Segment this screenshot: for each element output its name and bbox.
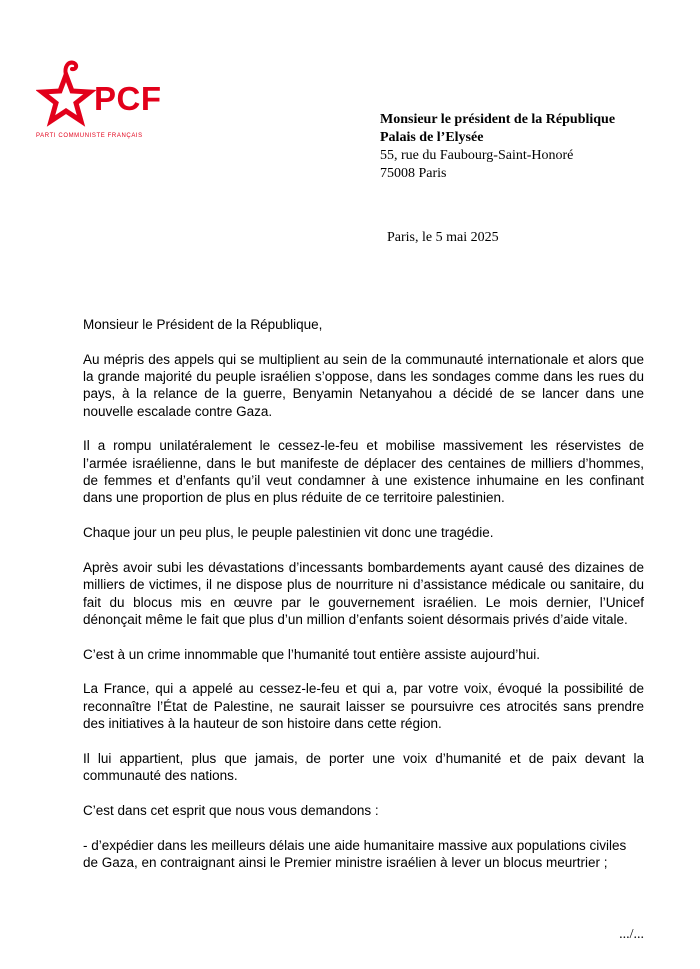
pcf-logo: [36, 57, 166, 143]
paragraph: C’est à un crime innommable que l’humanité tout entière assiste aujourd’hui.: [83, 646, 540, 662]
logo-acronym: PCF: [94, 80, 162, 117]
recipient-city: 75008 Paris: [380, 166, 447, 181]
paragraph: C’est dans cet esprit que nous vous demandons :: [83, 802, 379, 818]
paragraph: La France, qui a appelé au cessez-le-feu et qui a, par votre voix, évoqué la possibilité de reconnaître l’État de Palestine, ne saurait laisser se poursuivre ces atrocités sans prendre des initiatives à la hauteur de son histoire dans cette région.: [83, 681, 644, 732]
paragraph: Il a rompu unilatéralement le cessez-le-feu et mobilise massivement les réservistes de l’armée israélienne, dans le but manifeste de déplacer des centaines de milliers d’hommes, de femmes et d’enfants qu’il veut condamner à une existence inhumaine en les confinant dans une proportion de plus en plus réduite de ce territoire palestinien.: [83, 438, 644, 506]
star-icon: [36, 57, 96, 129]
recipient-place: Palais de l’Elysée: [380, 130, 484, 145]
letter-date: Paris, le 5 mai 2025: [387, 230, 499, 245]
salutation: Monsieur le Président de la République,: [83, 317, 323, 332]
paragraph: Chaque jour un peu plus, le peuple palestinien vit donc une tragédie.: [83, 525, 494, 541]
logo-subtitle: PARTI COMMUNISTE FRANÇAIS: [36, 133, 143, 139]
recipient-address: [380, 111, 615, 183]
paragraph: Au mépris des appels qui se multiplient au sein de la communauté internationale et alors que la grande majorité du peuple israélien s’oppose, dans les sondages comme dans les rues du pays, à la relance de la guerre, Benyamin Netanyahou a décidé de se lancer dans une nouvelle escalade contre Gaza.: [83, 351, 644, 419]
recipient-street: 55, rue du Faubourg-Saint-Honoré: [380, 148, 574, 163]
letter-body: [83, 316, 644, 889]
page-continuation: .../...: [619, 927, 644, 942]
paragraph: Il lui appartient, plus que jamais, de porter une voix d’humanité et de paix devant la communauté des nations.: [83, 750, 644, 784]
paragraph: Après avoir subi les dévastations d’incessants bombardements ayant causé des dizaines de milliers de victimes, il ne dispose plus de nourriture ni d’assistance médicale ou sanitaire, du fait du blocus mis en œuvre par le gouvernement israélien. Le mois dernier, l’Unicef dénonçait même le fait que plus d’un million d’enfants soient désormais privés d’aide vitale.: [83, 559, 644, 627]
recipient-name: Monsieur le président de la République: [380, 112, 616, 127]
paragraph: - d’expédier dans les meilleurs délais une aide humanitaire massive aux populations civiles de Gaza, en contraignant ainsi le Premier ministre israélien à lever un blocus meurtrier ;: [83, 837, 627, 871]
